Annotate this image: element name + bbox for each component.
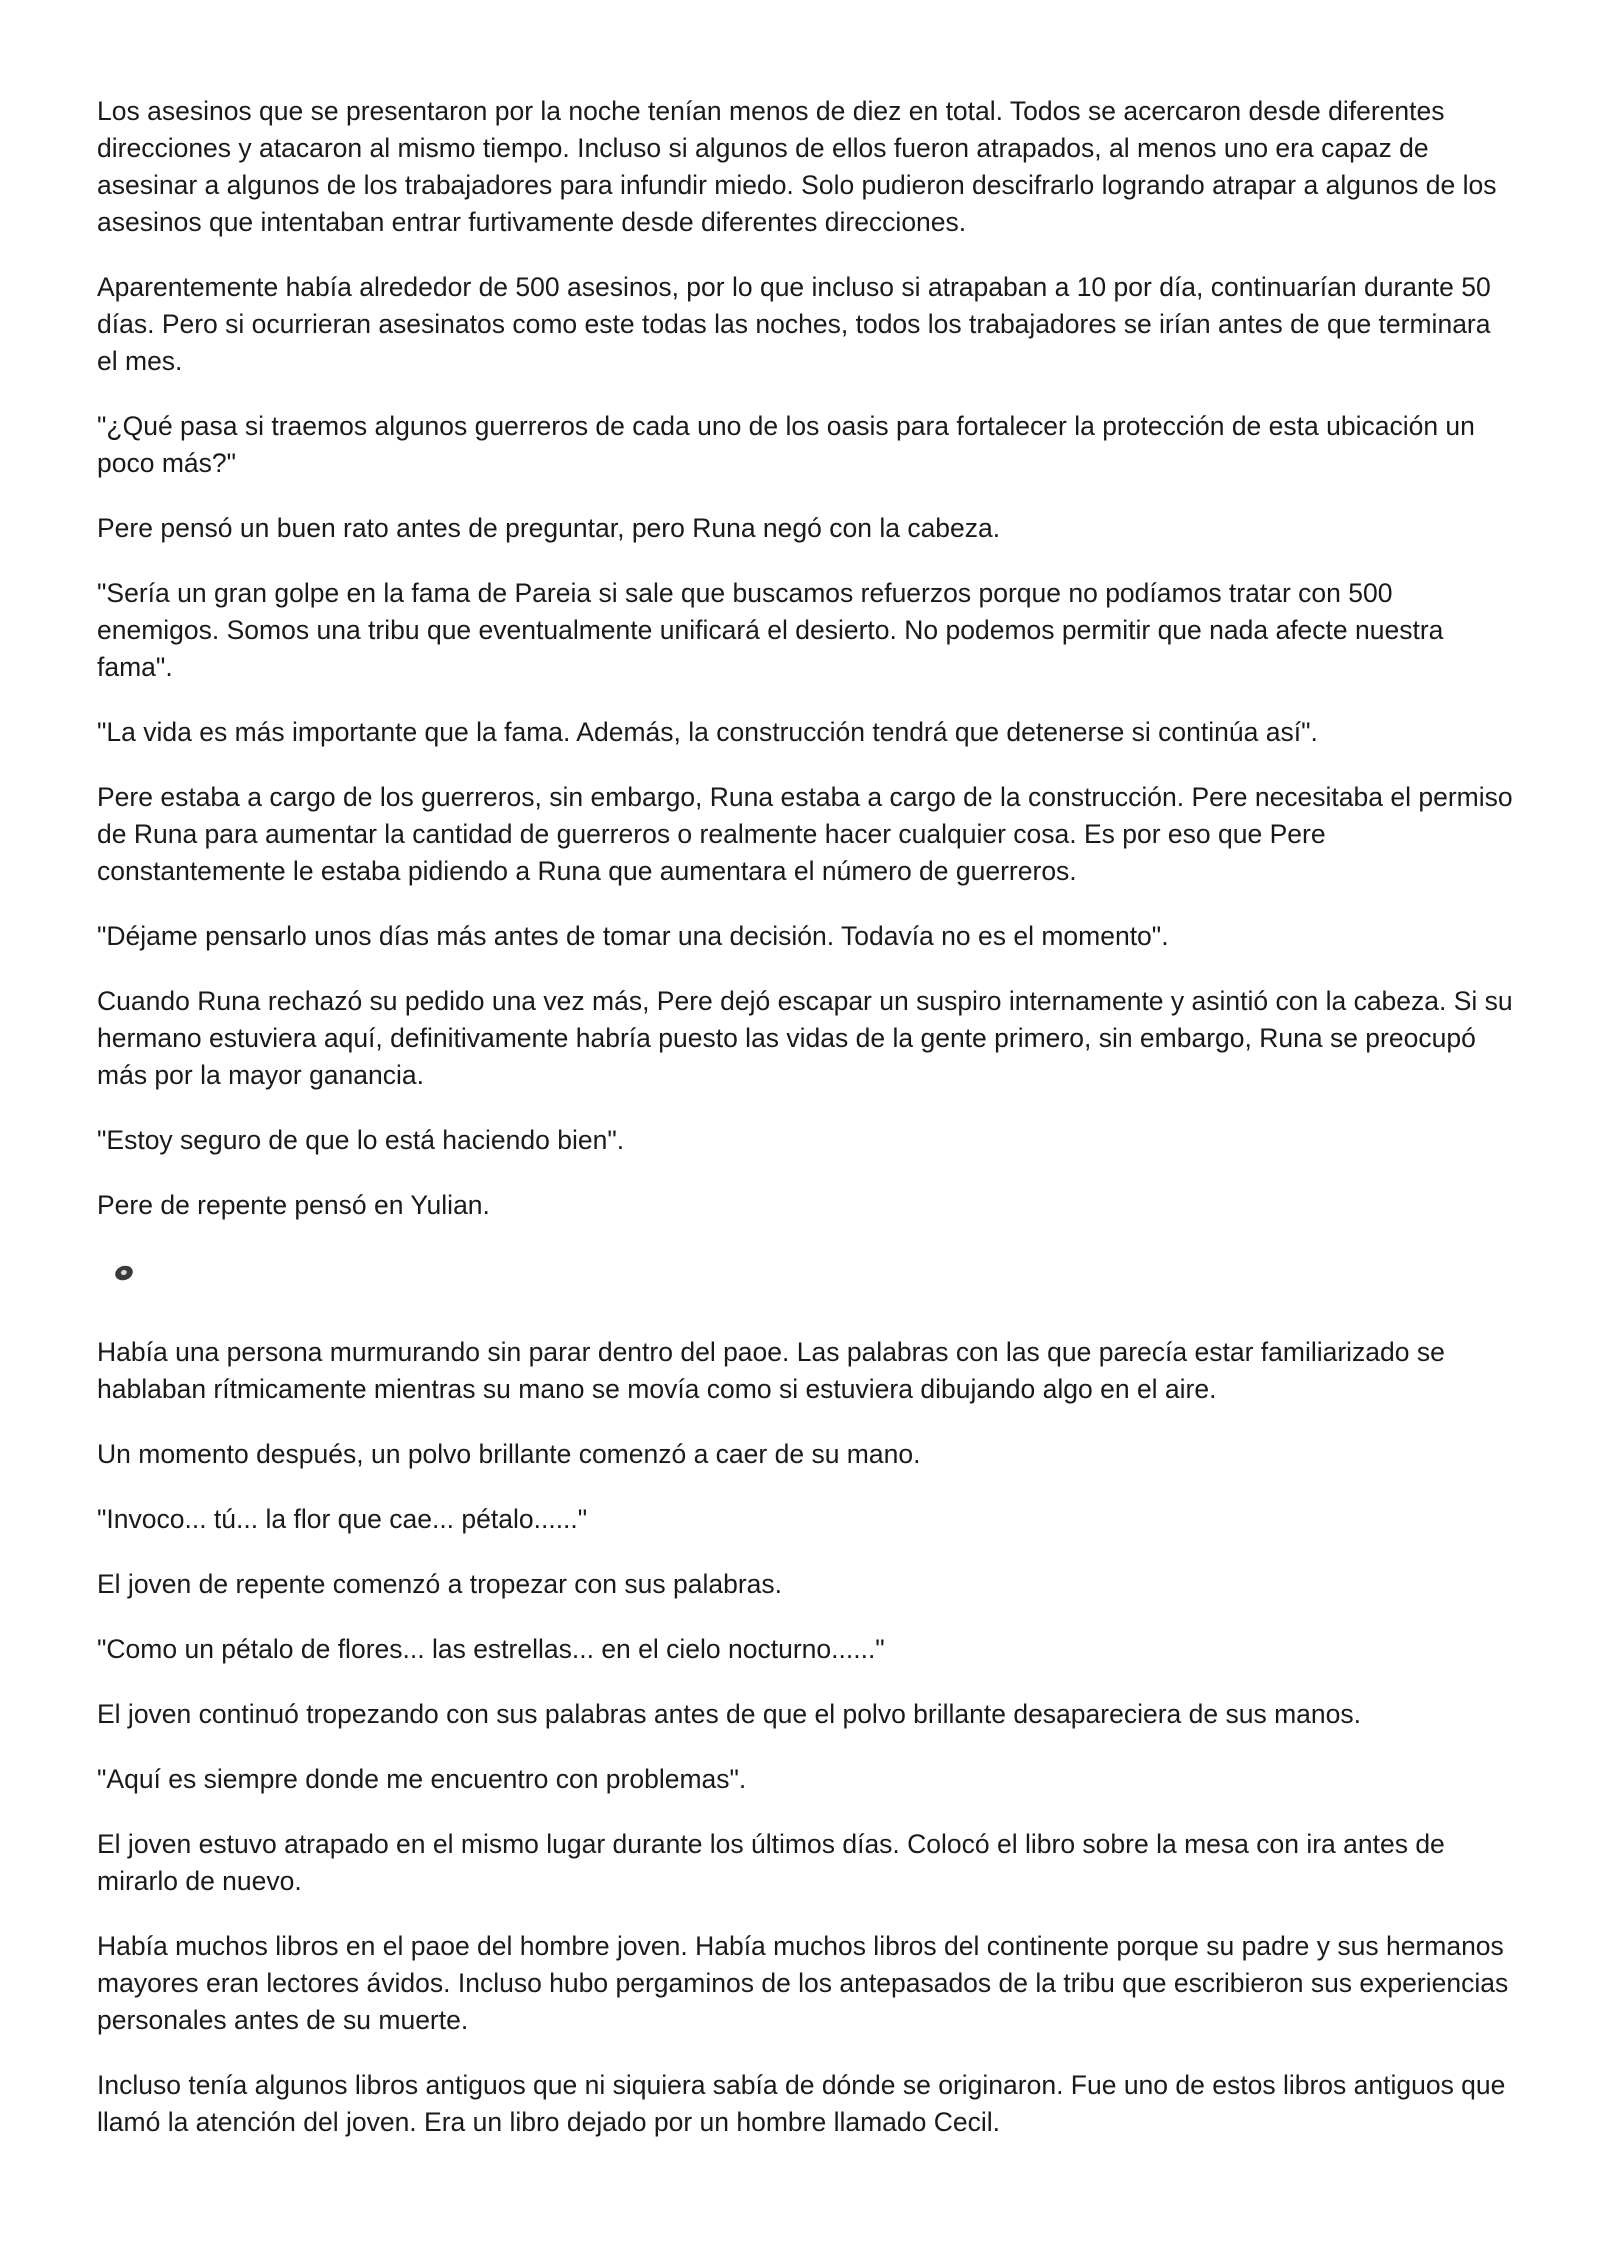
paragraph: "Déjame pensarlo unos días más antes de tomar una decisión. Todavía no es el momento".	[97, 921, 1169, 951]
paragraph: "La vida es más importante que la fama. Además, la construcción tendrá que detenerse si continúa así".	[97, 717, 1318, 747]
paragraph: Pere pensó un buen rato antes de preguntar, pero Runa negó con la cabeza.	[97, 513, 1001, 543]
paragraph: Había muchos libros en el paoe del hombre joven. Había muchos libros del continente porque su padre y sus hermanos mayores eran lectores ávidos. Incluso hubo pergaminos de los antepasados de la tribu que escribieron sus experiencias personales antes de su muerte.	[97, 1931, 1509, 2035]
paragraph: "Estoy seguro de que lo está haciendo bien".	[97, 1125, 625, 1155]
paragraph: Había una persona murmurando sin parar dentro del paoe. Las palabras con las que parecía estar familiarizado se hablaban rítmicamente mientras su mano se movía como si estuviera dibujando algo en el aire.	[97, 1337, 1445, 1404]
scene-separator	[97, 1252, 1517, 1304]
paragraph: "Invoco... tú... la flor que cae... pétalo......"	[97, 1504, 588, 1534]
document-page	[97, 93, 1517, 2169]
paragraph: Incluso tenía algunos libros antiguos que ni siquiera sabía de dónde se originaron. Fue uno de estos libros antiguos que llamó la atención del joven. Era un libro dejado por un hombre llamado Cecil.	[97, 2070, 1506, 2137]
paragraph: "Sería un gran golpe en la fama de Pareia si sale que buscamos refuerzos porque no podíamos tratar con 500 enemigos. Somos una tribu que eventualmente unificará el desierto. No podemos permitir que nada afecte nuestra fama".	[97, 578, 1444, 682]
paragraph: "Como un pétalo de flores... las estrellas... en el cielo nocturno......"	[97, 1634, 885, 1664]
paragraph: Cuando Runa rechazó su pedido una vez más, Pere dejó escapar un suspiro internamente y asintió con la cabeza. Si su hermano estuviera aquí, definitivamente habría puesto las vidas de la gente primero, sin embargo, Runa se preocupó más por la mayor ganancia.	[97, 986, 1513, 1090]
paragraph: Pere estaba a cargo de los guerreros, sin embargo, Runa estaba a cargo de la construcción. Pere necesitaba el permiso de Runa para aumentar la cantidad de guerreros o realmente hacer cualquier cosa. Es por eso que Pere constantemente le estaba pidiendo a Runa que aumentara el número de guerreros.	[97, 782, 1513, 886]
paragraph: Aparentemente había alrededor de 500 asesinos, por lo que incluso si atrapaban a 10 por día, continuarían durante 50 días. Pero si ocurrieran asesinatos como este todas las noches, todos los trabajadores se irían antes de que terminara el mes.	[97, 272, 1491, 376]
paragraph: El joven estuvo atrapado en el mismo lugar durante los últimos días. Colocó el libro sobre la mesa con ira antes de mirarlo de nuevo.	[97, 1829, 1445, 1896]
paragraph: "¿Qué pasa si traemos algunos guerreros de cada uno de los oasis para fortalecer la protección de esta ubicación un poco más?"	[97, 411, 1475, 478]
paragraph: Los asesinos que se presentaron por la noche tenían menos de diez en total. Todos se acercaron desde diferentes direcciones y atacaron al mismo tiempo. Incluso si algunos de ellos fueron atrapados, al menos uno era capaz de asesinar a algunos de los trabajadores para infundir miedo. Solo pudieron descifrarlo logrando atrapar a algunos de los asesinos que intentaban entrar furtivamente desde diferentes direcciones.	[97, 96, 1497, 237]
paragraph: Un momento después, un polvo brillante comenzó a caer de su mano.	[97, 1439, 921, 1469]
paragraph: El joven de repente comenzó a tropezar con sus palabras.	[97, 1569, 782, 1599]
scene-break-icon	[113, 1263, 135, 1282]
paragraph: "Aquí es siempre donde me encuentro con problemas".	[97, 1764, 747, 1794]
paragraph: Pere de repente pensó en Yulian.	[97, 1190, 490, 1220]
paragraph: El joven continuó tropezando con sus palabras antes de que el polvo brillante desapareciera de sus manos.	[97, 1699, 1361, 1729]
